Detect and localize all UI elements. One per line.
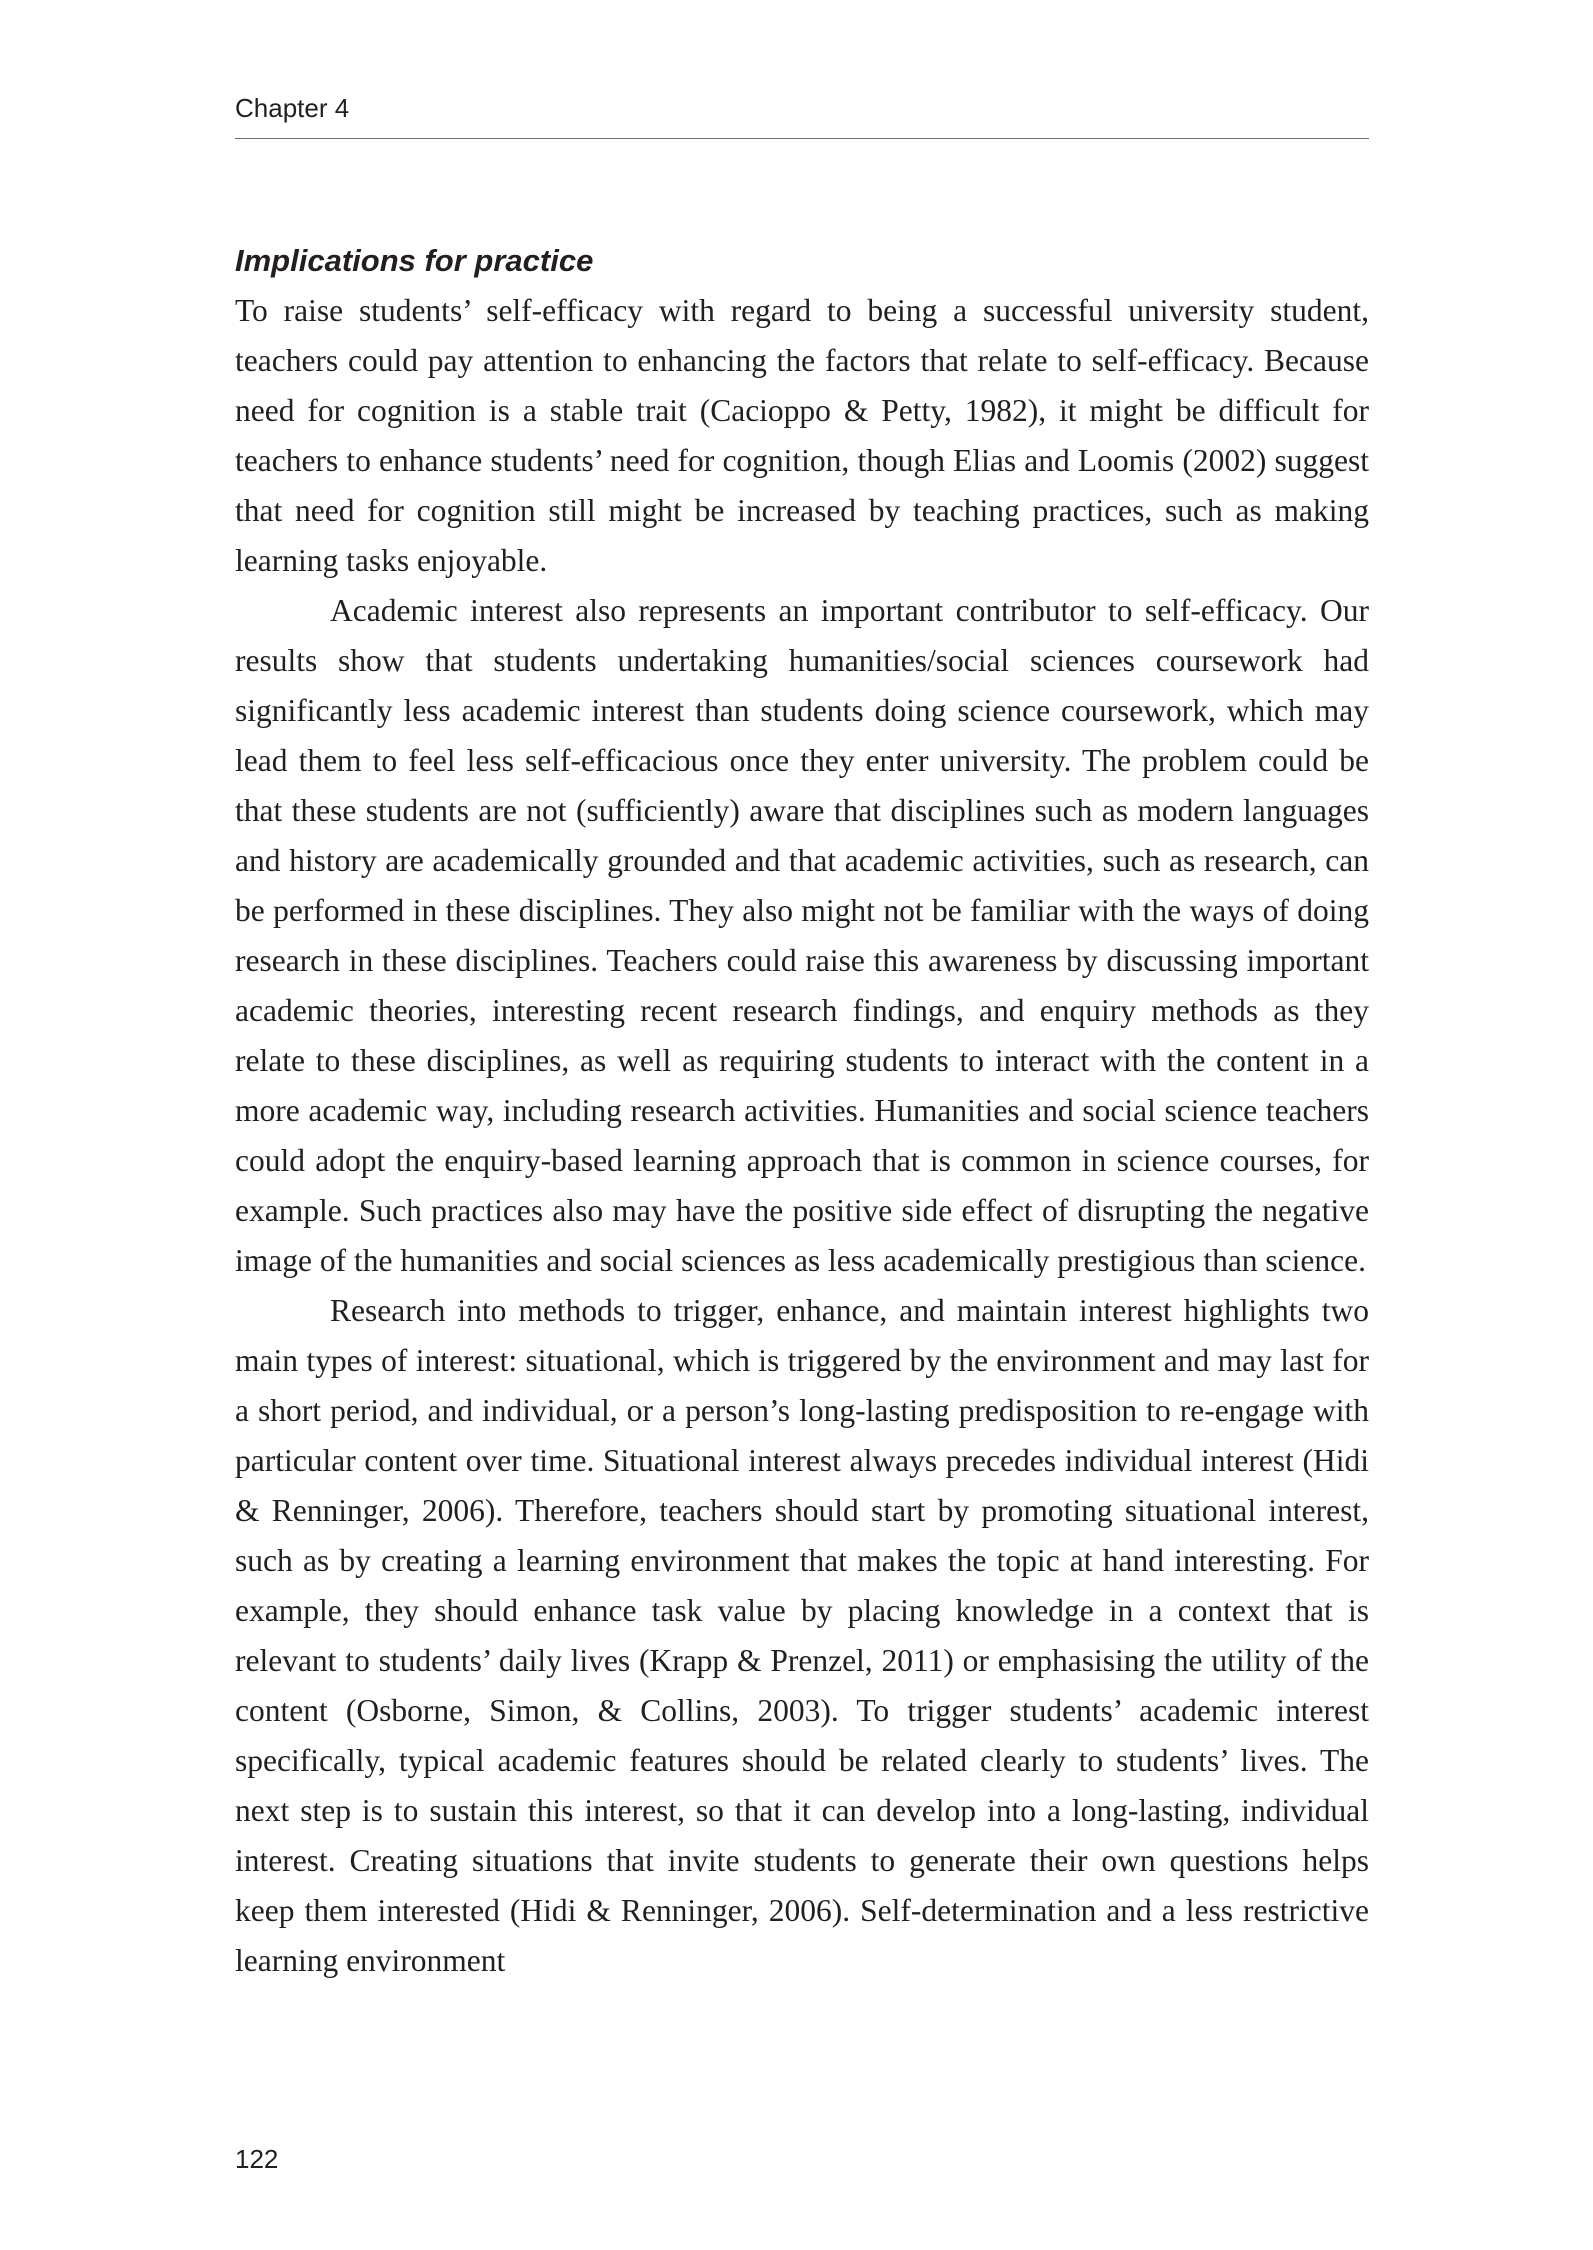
running-head: Chapter 4: [235, 93, 350, 123]
section-heading: Implications for practice: [235, 243, 594, 278]
page-number: 122: [235, 2144, 279, 2174]
page-body: [235, 236, 1369, 1986]
paragraph-3: Research into methods to trigger, enhance, and maintain interest highlights two main types of interest: situational, which is triggered by the environment and may last for a short period, and individual, or a person’s long-lasting predisposition to re-engage with particular content over time. Situational interest always precedes individual interest (Hidi & Renninger, 2006). Therefore, teachers should start by promoting situational interest, such as by creating a learning environment that makes the topic at hand interesting. For example, they should enhance task value by placing knowledge in a context that is relevant to students’ daily lives (Krapp & Prenzel, 2011) or emphasising the utility of the content (Osborne, Simon, & Collins, 2003). To trigger students’ academic interest specifically, typical academic features should be related clearly to students’ lives. The next step is to sustain this interest, so that it can develop into a long-lasting, individual interest. Creating situations that invite students to generate their own questions helps keep them interested (Hidi & Renninger, 2006). Self-determination and a less restrictive learning environment: [235, 1293, 1369, 1978]
paragraph-1: To raise students’ self-efficacy with regard to being a successful university student, teachers could pay attention to enhancing the factors that relate to self-efficacy. Because need for cognition is a stable trait (Cacioppo & Petty, 1982), it might be difficult for teachers to enhance students’ need for cognition, though Elias and Loomis (2002) suggest that need for cognition still might be increased by teaching practices, such as making learning tasks enjoyable.: [235, 293, 1369, 578]
header-rule: [235, 138, 1369, 139]
paragraph-2: Academic interest also represents an important contributor to self-efficacy. Our results show that students undertaking humanities/social sciences coursework had significantly less academic interest than students doing science coursework, which may lead them to feel less self-efficacious once they enter university. The problem could be that these students are not (sufficiently) aware that disciplines such as modern languages and history are academically grounded and that academic activities, such as research, can be performed in these disciplines. They also might not be familiar with the ways of doing research in these disciplines. Teachers could raise this awareness by discussing important academic theories, interesting recent research findings, and enquiry methods as they relate to these disciplines, as well as requiring students to interact with the content in a more academic way, including research activities. Humanities and social science teachers could adopt the enquiry-based learning approach that is common in science courses, for example. Such practices also may have the positive side effect of disrupting the negative image of the humanities and social sciences as less academically prestigious than science.: [235, 593, 1369, 1278]
